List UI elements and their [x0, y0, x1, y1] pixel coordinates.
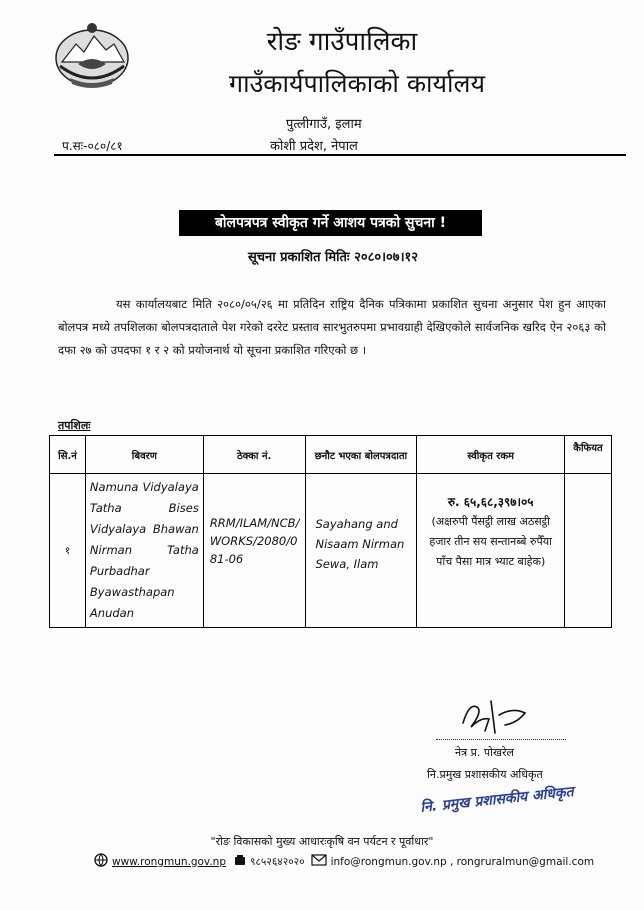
- cell-description: Namuna Vidyalaya Tatha Bises Vidyalaya Bhawan Nirman Tatha Purbadhar Byawasthapan Anudan: [85, 474, 203, 628]
- header-sn: सि.नं: [50, 436, 86, 474]
- details-label: तपशिलः: [58, 419, 91, 432]
- signature-line: [436, 739, 566, 740]
- notice-title: बोलपत्रपत्र स्वीकृत गर्ने आशय पत्रको सुचना !: [179, 210, 482, 236]
- website-link[interactable]: www.rongmun.gov.np: [112, 855, 226, 868]
- notice-body: यस कार्यालयबाट मिति २०८०/०५/२६ मा प्रतिदिन राष्ट्रिय दैनिक पत्रिकामा प्रकाशित सुचना अनुसार पेश हुन आएका बोलपत्र मध्ये तपशिलका बोलपत्रदाताले पेश गरेको दररेट प्रस्ताव सारभुतरुपमा प्रभावग्राही देखिएकोले सार्वजनिक खरिद ऐन २०६३ को दफा २७ को उपदफा १ र २ को प्रयोजनार्थ यो सूचना प्रकाशित गरिएको छ ।: [58, 297, 606, 357]
- official-stamp: नि. प्रमुख प्रशासकीय अधिकृत: [419, 783, 575, 816]
- notice-date: सूचना प्रकाशित मितिः २०८०।०७।१२: [247, 250, 419, 265]
- cell-approved-amount: [417, 474, 565, 628]
- reference-number: प.सः-०८०/८१: [62, 139, 123, 153]
- mail-icon: [311, 854, 327, 869]
- header-description: बिवरण: [85, 436, 203, 474]
- signature-image: [455, 693, 535, 737]
- header-contract-no: ठेक्का नं.: [203, 436, 305, 474]
- footer-contact: [94, 853, 594, 870]
- bid-table: [49, 435, 612, 628]
- signer-title: नि.प्रमुख प्रशासकीय अधिकृत: [427, 768, 543, 781]
- office-name: गाउँकार्यपालिकाको कार्यालय: [229, 69, 485, 98]
- address-line-2: कोशी प्रदेश, नेपाल: [270, 139, 358, 154]
- globe-icon: [94, 853, 108, 870]
- cell-remarks: [565, 474, 612, 628]
- phone-number: ९८५२६४२०२०: [250, 855, 305, 868]
- header-divider: [54, 154, 626, 156]
- table-header-row: [50, 436, 612, 474]
- phone-icon: [234, 854, 246, 869]
- municipality-name: रोङ गाउँपालिका: [266, 27, 418, 57]
- header-approved-amount: स्वीकृत रकम: [417, 436, 565, 474]
- cell-contract-no: RRM/ILAM/NCB/WORKS/2080/081-06: [203, 474, 305, 628]
- table-row: [50, 474, 612, 628]
- footer-slogan: "रोङ विकासको मुख्य आधारःकृषि वन पर्यटन र पूर्वाधार": [210, 835, 434, 848]
- cell-sn: १: [50, 474, 86, 628]
- cell-selected-bidder: Sayahang and Nisaam Nirman Sewa, Ilam: [305, 474, 417, 628]
- email-addresses[interactable]: info@rongmun.gov.np , rongruralmun@gmail.com: [330, 855, 595, 868]
- header-remarks: कैफियत: [565, 436, 612, 474]
- address-line-1: पुत्लीगाउँ, इलाम: [286, 117, 362, 132]
- amount-figure: रु. ६५,६८,३९७।०५: [447, 495, 534, 509]
- signer-name: नेत्र प्र. पोखरेल: [455, 746, 514, 759]
- header-selected-bidder: छनौट भएका बोलपत्रदाता: [305, 436, 417, 474]
- amount-in-words: (अक्षरुपी पैंसट्ठी लाख अठसट्ठी हजार तीन सय सन्तानब्बे रुपैँया पाँच पैसा मात्र भ्याट बाहेक): [429, 515, 552, 568]
